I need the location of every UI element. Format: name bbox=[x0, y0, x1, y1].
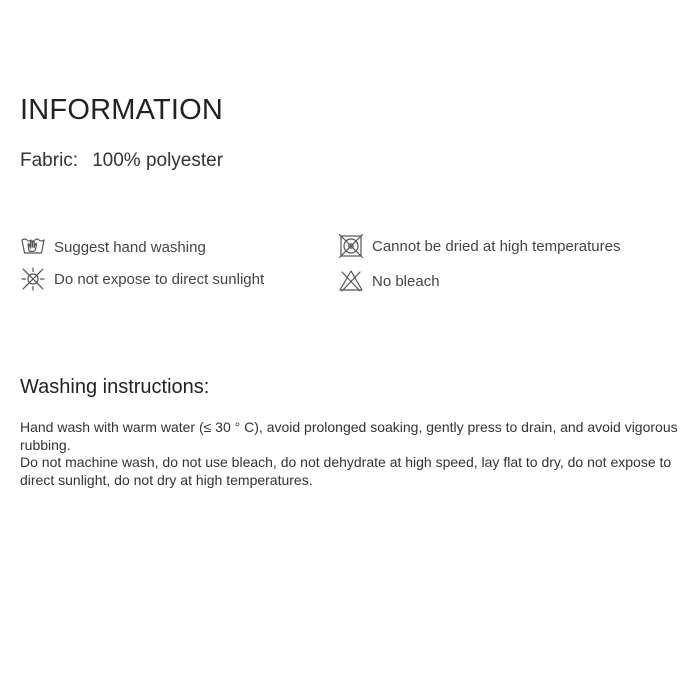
care-label: Cannot be dried at high temperatures bbox=[372, 237, 621, 255]
washing-instructions-body bbox=[20, 419, 684, 489]
washing-instructions-title: Washing instructions: bbox=[20, 376, 210, 398]
care-item-no-bleach bbox=[338, 268, 440, 294]
care-label: Do not expose to direct sunlight bbox=[54, 270, 265, 288]
hand-wash-icon bbox=[20, 234, 46, 260]
fabric-value: 100% polyester bbox=[92, 150, 224, 171]
instruction-paragraph: Hand wash with warm water (≤ 30 ° C), avoid prolonged soaking, gently press to drain, and avoid vigorous rubbing. bbox=[20, 419, 678, 453]
care-item-hand-wash bbox=[20, 234, 206, 260]
care-label: Suggest hand washing bbox=[54, 238, 206, 256]
no-bleach-icon bbox=[338, 268, 364, 294]
no-sun-icon bbox=[20, 266, 46, 292]
fabric-label: Fabric: bbox=[20, 150, 79, 171]
care-label: No bleach bbox=[372, 272, 440, 290]
no-tumble-dry-icon bbox=[338, 233, 364, 259]
fabric-info bbox=[20, 150, 223, 172]
instruction-paragraph: Do not machine wash, do not use bleach, do not dehydrate at high speed, lay flat to dry, do not expose to direct sunlight, do not dry at high temperatures. bbox=[20, 454, 672, 488]
page-title: INFORMATION bbox=[20, 94, 224, 126]
care-item-no-sun bbox=[20, 266, 264, 292]
care-item-no-tumble-dry bbox=[338, 233, 621, 259]
